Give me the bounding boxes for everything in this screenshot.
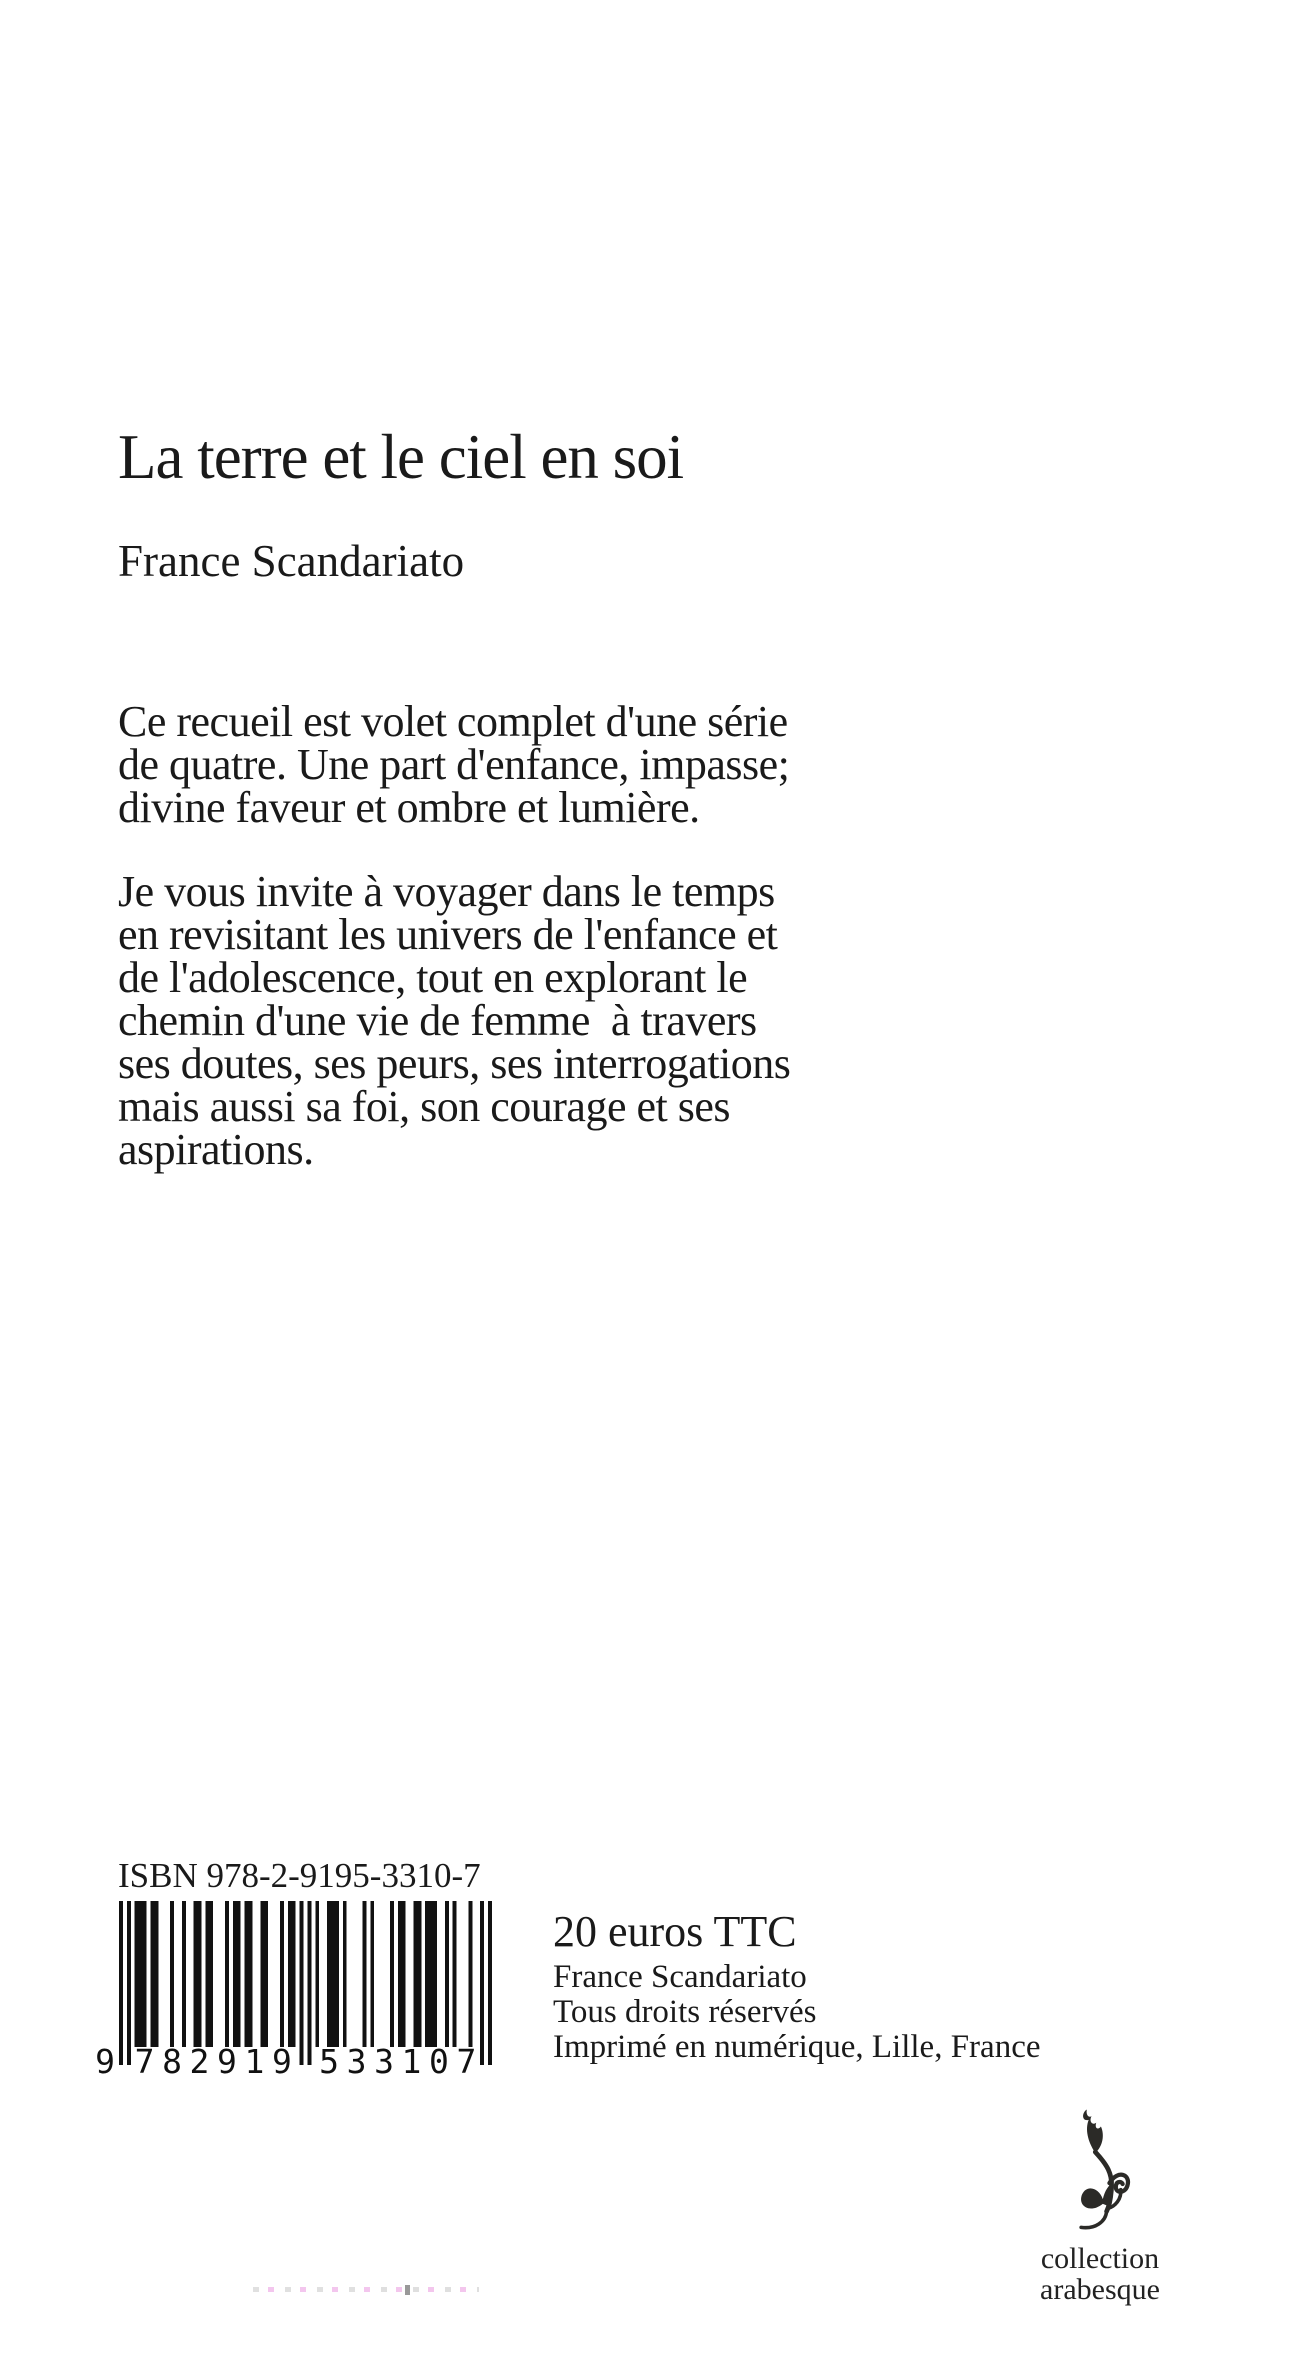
scan-artifact-dashes — [253, 2287, 479, 2292]
rights-reserved: Tous droits réservés — [553, 1994, 817, 2030]
copyright-holder: France Scandariato — [553, 1959, 807, 1995]
book-author: France Scandariato — [118, 536, 465, 586]
arabesque-ornament-icon — [1067, 2102, 1133, 2234]
synopsis-paragraph-1 — [118, 697, 790, 832]
svg-text:0: 0 — [429, 2042, 449, 2077]
printing-info: Imprimé en numérique, Lille, France — [553, 2029, 1041, 2065]
svg-text:5: 5 — [319, 2042, 339, 2077]
svg-text:9: 9 — [271, 2042, 292, 2077]
collection-line-1: collection — [1040, 2242, 1160, 2275]
text-line: divine faveur et ombre et lumière. — [118, 783, 700, 832]
text-line: chemin d'une vie de femme à travers — [118, 996, 757, 1045]
text-line: en revisitant les univers de l'enfance et — [118, 910, 778, 959]
svg-text:1: 1 — [244, 2042, 265, 2077]
svg-text:9: 9 — [217, 2042, 237, 2077]
svg-text:3: 3 — [374, 2042, 394, 2077]
scan-artifact-tick — [405, 2285, 410, 2295]
price-text: 20 euros TTC — [553, 1907, 797, 1956]
svg-text:7: 7 — [134, 2042, 155, 2077]
ean13-barcode-icon — [91, 1901, 493, 2077]
text-line: Ce recueil est volet complet d'une série — [118, 697, 788, 746]
svg-text:7: 7 — [456, 2042, 477, 2077]
isbn-barcode-block — [91, 1856, 493, 2077]
publisher-colophon — [1015, 2102, 1185, 2305]
text-line: de l'adolescence, tout en explorant le — [118, 953, 748, 1002]
book-title: La terre et le ciel en soi — [118, 422, 684, 492]
svg-text:3: 3 — [346, 2042, 367, 2077]
collection-name — [1015, 2243, 1185, 2305]
text-line: mais aussi sa foi, son courage et ses — [118, 1082, 731, 1131]
isbn-label: ISBN 978-2-9195-3310-7 — [118, 1856, 481, 1895]
text-line: de quatre. Une part d'enfance, impasse; — [118, 740, 790, 789]
svg-text:2: 2 — [189, 2042, 210, 2077]
text-line: aspirations. — [118, 1125, 314, 1174]
synopsis-paragraph-2 — [118, 867, 791, 1174]
text-line: ses doutes, ses peurs, ses interrogations — [118, 1039, 791, 1088]
svg-text:9: 9 — [95, 2042, 115, 2077]
text-line: Je vous invite à voyager dans le temps — [118, 867, 775, 916]
svg-text:1: 1 — [401, 2042, 422, 2077]
svg-text:8: 8 — [162, 2042, 182, 2077]
price-credits-block — [553, 1907, 1041, 2065]
collection-line-2: arabesque — [1040, 2273, 1160, 2306]
